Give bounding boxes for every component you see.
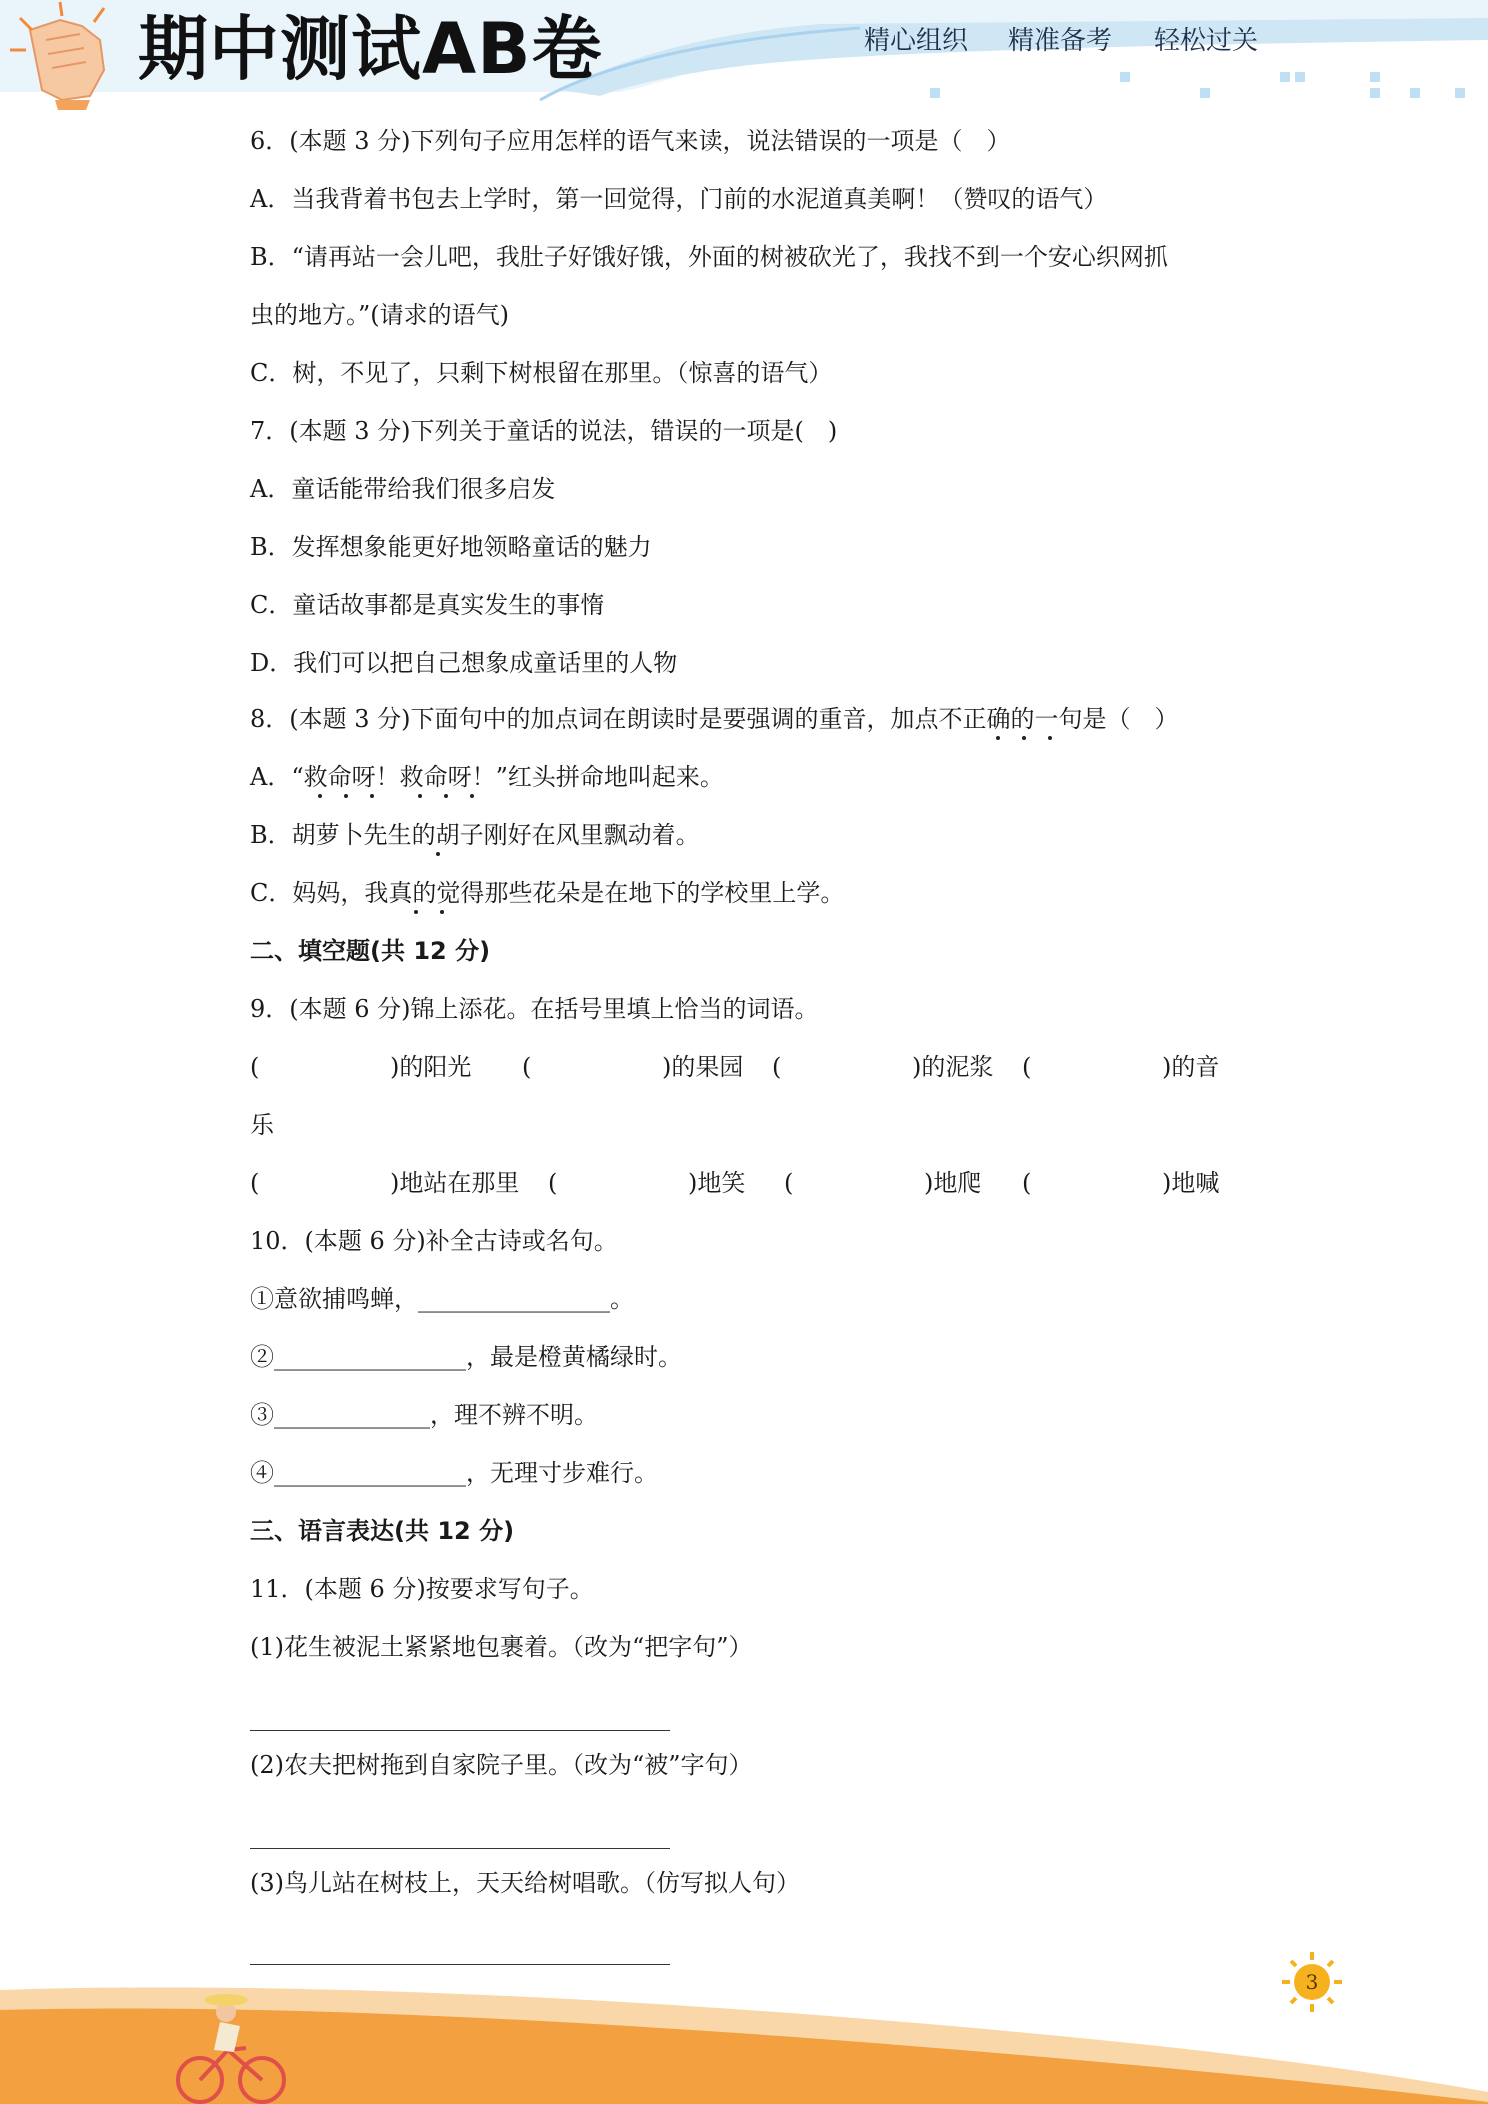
- emphasis-dot: [1048, 736, 1052, 740]
- answer-line: [250, 1730, 670, 1731]
- emphasis-dot: [344, 794, 348, 798]
- question-6-option-b-cont: 虫的地方。”(请求的语气): [250, 301, 509, 329]
- slogan-1: 精心组织: [864, 26, 969, 56]
- question-8-option-a: A．“救命呀！救命呀！”红头拼命地叫起来。: [250, 763, 724, 791]
- question-11-part-3: (3)鸟儿站在树枝上，天天给树唱歌。（仿写拟人句）: [250, 1869, 800, 1897]
- emphasis-dot: [470, 794, 474, 798]
- fill-blank-label: )地喊: [1162, 1169, 1220, 1197]
- paren-open: (: [1022, 1169, 1032, 1197]
- question-7-option-d: D．我们可以把自己想象成童话里的人物: [250, 649, 678, 677]
- emphasis-dot: [418, 794, 422, 798]
- paren-open: (: [522, 1053, 532, 1081]
- fill-blank-label: )地笑: [688, 1169, 746, 1197]
- question-8-option-b: B．胡萝卜先生的胡子刚好在风里飘动着。: [250, 821, 700, 849]
- question-10-item-3: ③_____________，理不辨不明。: [250, 1401, 598, 1429]
- paren-open: (: [1022, 1053, 1032, 1081]
- question-10-item-2: ②________________，最是橙黄橘绿时。: [250, 1343, 682, 1371]
- section-2-heading: 二、填空题(共 12 分): [250, 937, 491, 965]
- paren-open: (: [250, 1053, 260, 1081]
- emphasis-dot: [436, 852, 440, 856]
- question-9-row-1-cont: 乐: [250, 1111, 274, 1139]
- emphasis-dot: [440, 910, 444, 914]
- question-7-option-b: B．发挥想象能更好地领略童话的魅力: [250, 533, 652, 561]
- question-9: 9．(本题 6 分)锦上添花。在括号里填上恰当的词语。: [250, 995, 819, 1023]
- question-7-option-c: C．童话故事都是真实发生的事惰: [250, 591, 605, 619]
- question-9-row-2: [250, 1166, 1250, 1200]
- fill-blank-label: )的音: [1162, 1053, 1220, 1081]
- fill-blank-label: )地站在那里: [390, 1169, 520, 1197]
- question-6: 6．(本题 3 分)下列句子应用怎样的语气来读，说法错误的一项是（ ）: [250, 127, 1011, 155]
- question-6-option-c: C．树，不见了，只剩下树根留在那里。（惊喜的语气）: [250, 359, 833, 387]
- emphasis-dot: [996, 736, 1000, 740]
- paren-open: (: [250, 1169, 260, 1197]
- question-6-option-b: B．“请再站一会儿吧，我肚子好饿好饿，外面的树被砍光了，我找不到一个安心织网抓: [250, 243, 1168, 271]
- paren-open: (: [784, 1169, 794, 1197]
- fill-blank-label: )的泥浆: [912, 1053, 994, 1081]
- emphasis-dot: [370, 794, 374, 798]
- question-10-item-1: ①意欲捕鸣蝉，________________。: [250, 1285, 634, 1313]
- page-number: 3: [1305, 1970, 1319, 1994]
- question-7-option-a: A．童话能带给我们很多启发: [250, 475, 556, 503]
- answer-line: [250, 1848, 670, 1849]
- page-header: [0, 0, 1488, 110]
- question-9-row-1: [250, 1050, 1250, 1084]
- emphasis-dot: [444, 794, 448, 798]
- question-10: 10．(本题 6 分)补全古诗或名句。: [250, 1227, 618, 1255]
- question-10-item-4: ④________________，无理寸步难行。: [250, 1459, 658, 1487]
- slogan-3: 轻松过关: [1154, 26, 1259, 56]
- paren-open: (: [548, 1169, 558, 1197]
- emphasis-dot: [414, 910, 418, 914]
- paren-open: (: [772, 1053, 782, 1081]
- emphasis-dot: [1022, 736, 1026, 740]
- question-8: 8．(本题 3 分)下面句中的加点词在朗读时是要强调的重音，加点不正确的一句是（ ）: [250, 705, 1179, 733]
- question-11-part-1: (1)花生被泥土紧紧地包裹着。（改为“把字句”）: [250, 1633, 753, 1661]
- section-3-heading: 三、语言表达(共 12 分): [250, 1517, 515, 1545]
- fill-blank-label: )的阳光: [390, 1053, 472, 1081]
- question-6-option-a: A．当我背着书包去上学时，第一回觉得，门前的水泥道真美啊！（赞叹的语气）: [250, 185, 1108, 213]
- footer-graphic: [0, 1940, 1488, 2104]
- question-8-option-c: C．妈妈，我真的觉得那些花朵是在地下的学校里上学。: [250, 879, 845, 907]
- fill-blank-label: )的果园: [662, 1053, 744, 1081]
- fill-blank-label: )地爬: [924, 1169, 982, 1197]
- emphasis-dot: [318, 794, 322, 798]
- question-11-part-2: (2)农夫把树拖到自家院子里。（改为“被”字句）: [250, 1751, 753, 1779]
- question-11: 11．(本题 6 分)按要求写句子。: [250, 1575, 594, 1603]
- question-7: 7．(本题 3 分)下列关于童话的说法，错误的一项是( ): [250, 417, 838, 445]
- slogan-2: 精准备考: [1008, 26, 1113, 56]
- header-title: 期中测试AB卷: [138, 8, 603, 90]
